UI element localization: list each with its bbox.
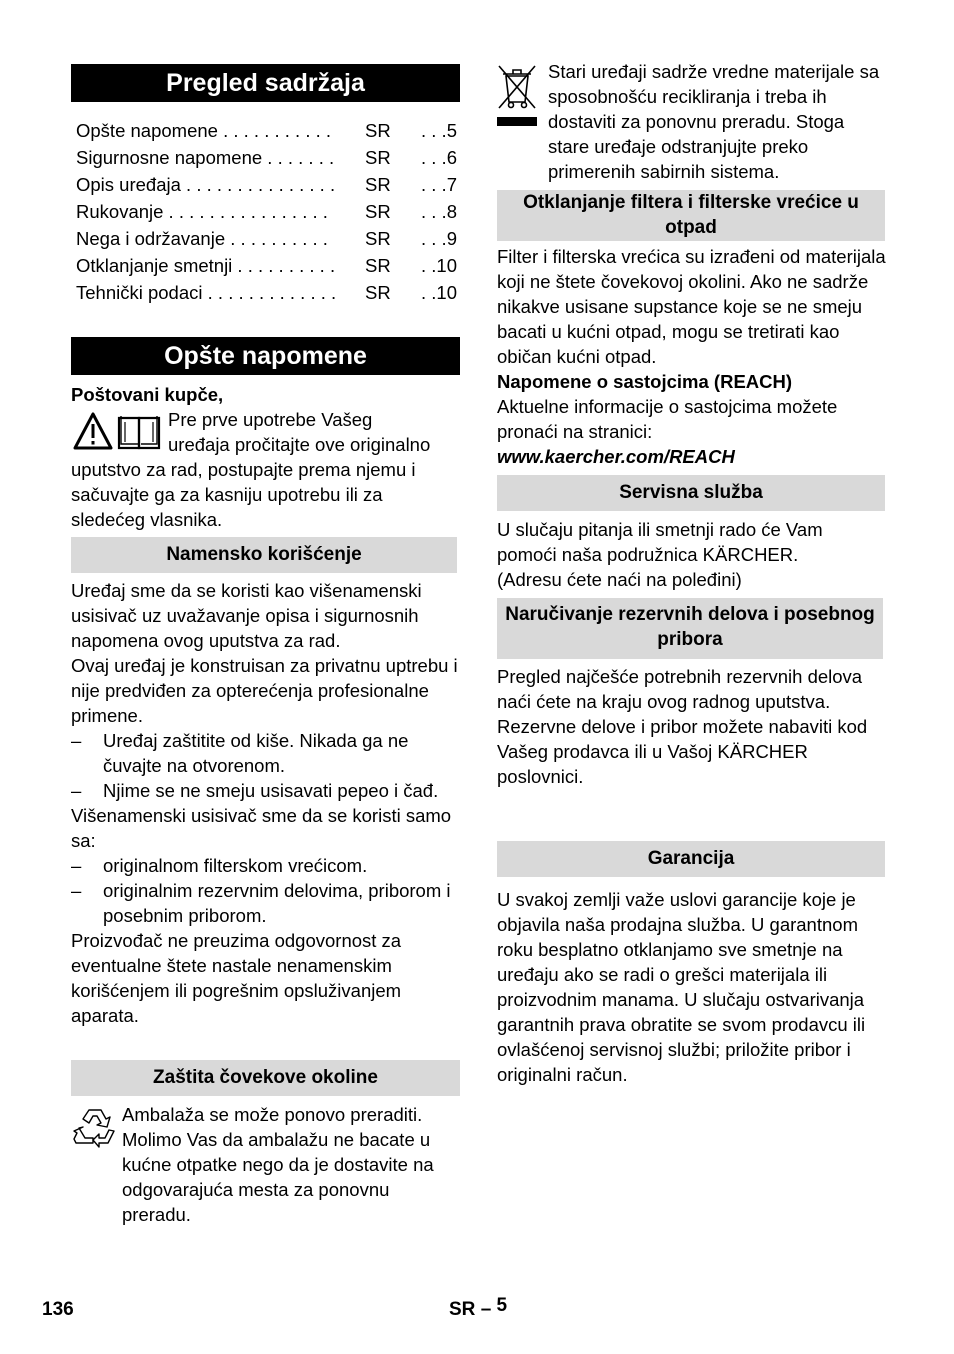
recycling-icon	[73, 1106, 117, 1150]
intro-line-2: uređaja pročitajte ove originalno	[168, 434, 431, 455]
filter-disposal-body	[497, 244, 886, 469]
toc-page: . .10	[421, 282, 457, 303]
toc-page: . .10	[421, 255, 457, 276]
greeting: Poštovani kupče,	[71, 384, 224, 405]
service-heading: Servisna služba	[497, 475, 885, 511]
reach-link[interactable]: www.kaercher.com/REACH	[497, 446, 735, 467]
toc-leader: . . . . . . .	[262, 147, 335, 168]
intended-use-body	[71, 578, 460, 1028]
toc-page: . . .5	[421, 120, 457, 141]
service-paragraph: U slučaju pitanja ili smetnji rado će Vam pomoći naša podružnica KÄRCHER.	[497, 519, 823, 565]
toc-lang: SR	[365, 282, 391, 303]
toc-row[interactable]	[76, 198, 457, 225]
toc-title: Nega i održavanje	[76, 228, 226, 249]
service-paragraph: (Adresu ćete naći na poleđini)	[497, 569, 742, 590]
spare-parts-heading: Naručivanje rezervnih delova i posebnog pribora	[497, 598, 883, 659]
spare-parts-body	[497, 664, 886, 789]
intended-use-paragraph: Proizvođač ne preuzima odgovornost za eventualne štete nastale nenamenskim korišćenjem ili pogrešnim opsluživanjem aparata.	[71, 930, 402, 1026]
toc-lang: SR	[365, 255, 391, 276]
packaging-text: Ambalaža se može ponovo preraditi. Molimo Vas da ambalažu ne bacate u kućne otpatke nego da je dostavite na odgovarajuća mesta za ponovnu preradu.	[122, 1104, 434, 1225]
old-devices-text: Stari uređaji sadrže vredne materijale sa sposobnošću recikliranja i treba ih dostaviti za ponovnu preradu. Stoga stare uređaje odstranjujte preko primerenih sabirnih sistema.	[548, 61, 880, 182]
toc-row[interactable]	[76, 279, 457, 306]
toc-lang: SR	[365, 174, 391, 195]
list-item: – originalnom filterskom vrećicom.	[71, 855, 368, 876]
toc-title: Opis uređaja	[76, 174, 181, 195]
toc-title: Otklanjanje smetnji	[76, 255, 233, 276]
toc-title: Opšte napomene	[76, 120, 218, 141]
page-number: 136	[42, 1299, 74, 1320]
warranty-heading: Garancija	[497, 841, 885, 877]
toc-lang: SR	[365, 120, 391, 141]
intended-use-paragraph: Ovaj uređaj je konstruisan za privatnu uptrebu i nije predviđen za opterećenja profesionalne primene.	[71, 655, 458, 726]
service-body	[497, 517, 886, 592]
toc-row[interactable]	[76, 171, 457, 198]
filter-disposal-paragraph: Filter i filterska vrećica su izrađeni od materijala koji ne štete čovekovoj okolini. Ako ne sadrže nikakve usisane supstance koje se ne smeju bacati u kućni otpad, mogu se tretirati kao običan kućni otpad.	[497, 246, 886, 367]
intended-use-paragraph: Uređaj sme da se koristi kao višenamenski usisivač uz uvažavanje opisa i sigurnosnih napomena ovog uputstva za rad.	[71, 580, 422, 651]
toc-title: Rukovanje	[76, 201, 164, 222]
toc-lang: SR	[365, 228, 391, 249]
list-item: – originalnim rezervnim delovima, priborom i posebnim priborom.	[71, 880, 451, 926]
toc-row[interactable]	[76, 252, 457, 279]
spare-parts-paragraph: Pregled najčešće potrebnih rezervnih delova naći ćete na kraju ovog radnog uputstva.	[497, 666, 863, 712]
warning-manual-icon	[73, 410, 163, 452]
toc-leader: . . . . . . . . . . . . .	[202, 282, 337, 303]
toc-row[interactable]	[76, 225, 457, 252]
list-item: – Njime se ne smeju usisavati pepeo i čađ.	[71, 780, 439, 801]
toc-leader: . . . . . . . . . . .	[217, 120, 332, 141]
toc-row[interactable]	[76, 144, 457, 171]
toc-title: Sigurnosne napomene	[76, 147, 263, 168]
footer-section-label	[449, 1295, 508, 1321]
reach-text: Aktuelne informacije o sastojcima možete pronaći na stranici:	[497, 396, 838, 442]
toc-lang: SR	[365, 147, 391, 168]
toc-leader: . . . . . . . . . . . . . . . .	[163, 201, 328, 222]
footer-section-page: 5	[496, 1295, 508, 1316]
toc-page: . . .8	[421, 201, 457, 222]
toc-page: . . .7	[421, 174, 457, 195]
list-item: – Uređaj zaštitite od kiše. Nikada ga ne čuvajte na otvorenom.	[71, 730, 409, 776]
intended-use-paragraph: Višenamenski usisivač sme da se koristi samo sa:	[71, 805, 452, 851]
intro-text: uputstvo za rad, postupajte prema njemu i sačuvajte ga za kasniju upotrebu ili za sledećeg vlasnika.	[71, 459, 416, 530]
general-notes-heading: Opšte napomene	[71, 337, 460, 375]
toc-page: . . .9	[421, 228, 457, 249]
toc-lang: SR	[365, 201, 391, 222]
intro-line-1: Pre prve upotrebe Vašeg	[168, 409, 373, 430]
toc-page: . . .6	[421, 147, 457, 168]
environment-heading: Zaštita čovekove okoline	[71, 1060, 460, 1096]
toc-leader: . . . . . . . . . .	[225, 228, 328, 249]
toc-leader: . . . . . . . . . .	[232, 255, 336, 276]
warranty-text: U svakoj zemlji važe uslovi garancije koje je objavila naša prodajna služba. U garantnom roku besplatno otklanjamo sve smetnje na uređaju ako se radi o grešci materijala ili proizvodnim manama. U slučaju ostvarivanja garantnih prava obratite se svom prodavcu ili ovlašćenoj servisnoj službi; priložite pribor i originalni račun.	[497, 889, 866, 1085]
intended-use-heading: Namensko korišćenje	[71, 537, 457, 573]
toc-row[interactable]	[76, 117, 457, 144]
toc-title: Tehnički podaci	[76, 282, 203, 303]
filter-disposal-heading: Otklanjanje filtera i filterske vrećice u otpad	[497, 190, 885, 241]
toc-heading: Pregled sadržaja	[71, 64, 460, 102]
footer-lang: SR	[449, 1299, 476, 1320]
spare-parts-paragraph: Rezervne delove i pribor možete nabaviti kod Vašeg prodavca ili u Vašoj KÄRCHER poslovnici.	[497, 716, 868, 787]
footer-dash: –	[480, 1299, 492, 1320]
toc-leader: . . . . . . . . . . . . . . .	[180, 174, 336, 195]
reach-heading: Napomene o sastojcima (REACH)	[497, 371, 793, 392]
crossed-bin-icon	[497, 62, 537, 128]
